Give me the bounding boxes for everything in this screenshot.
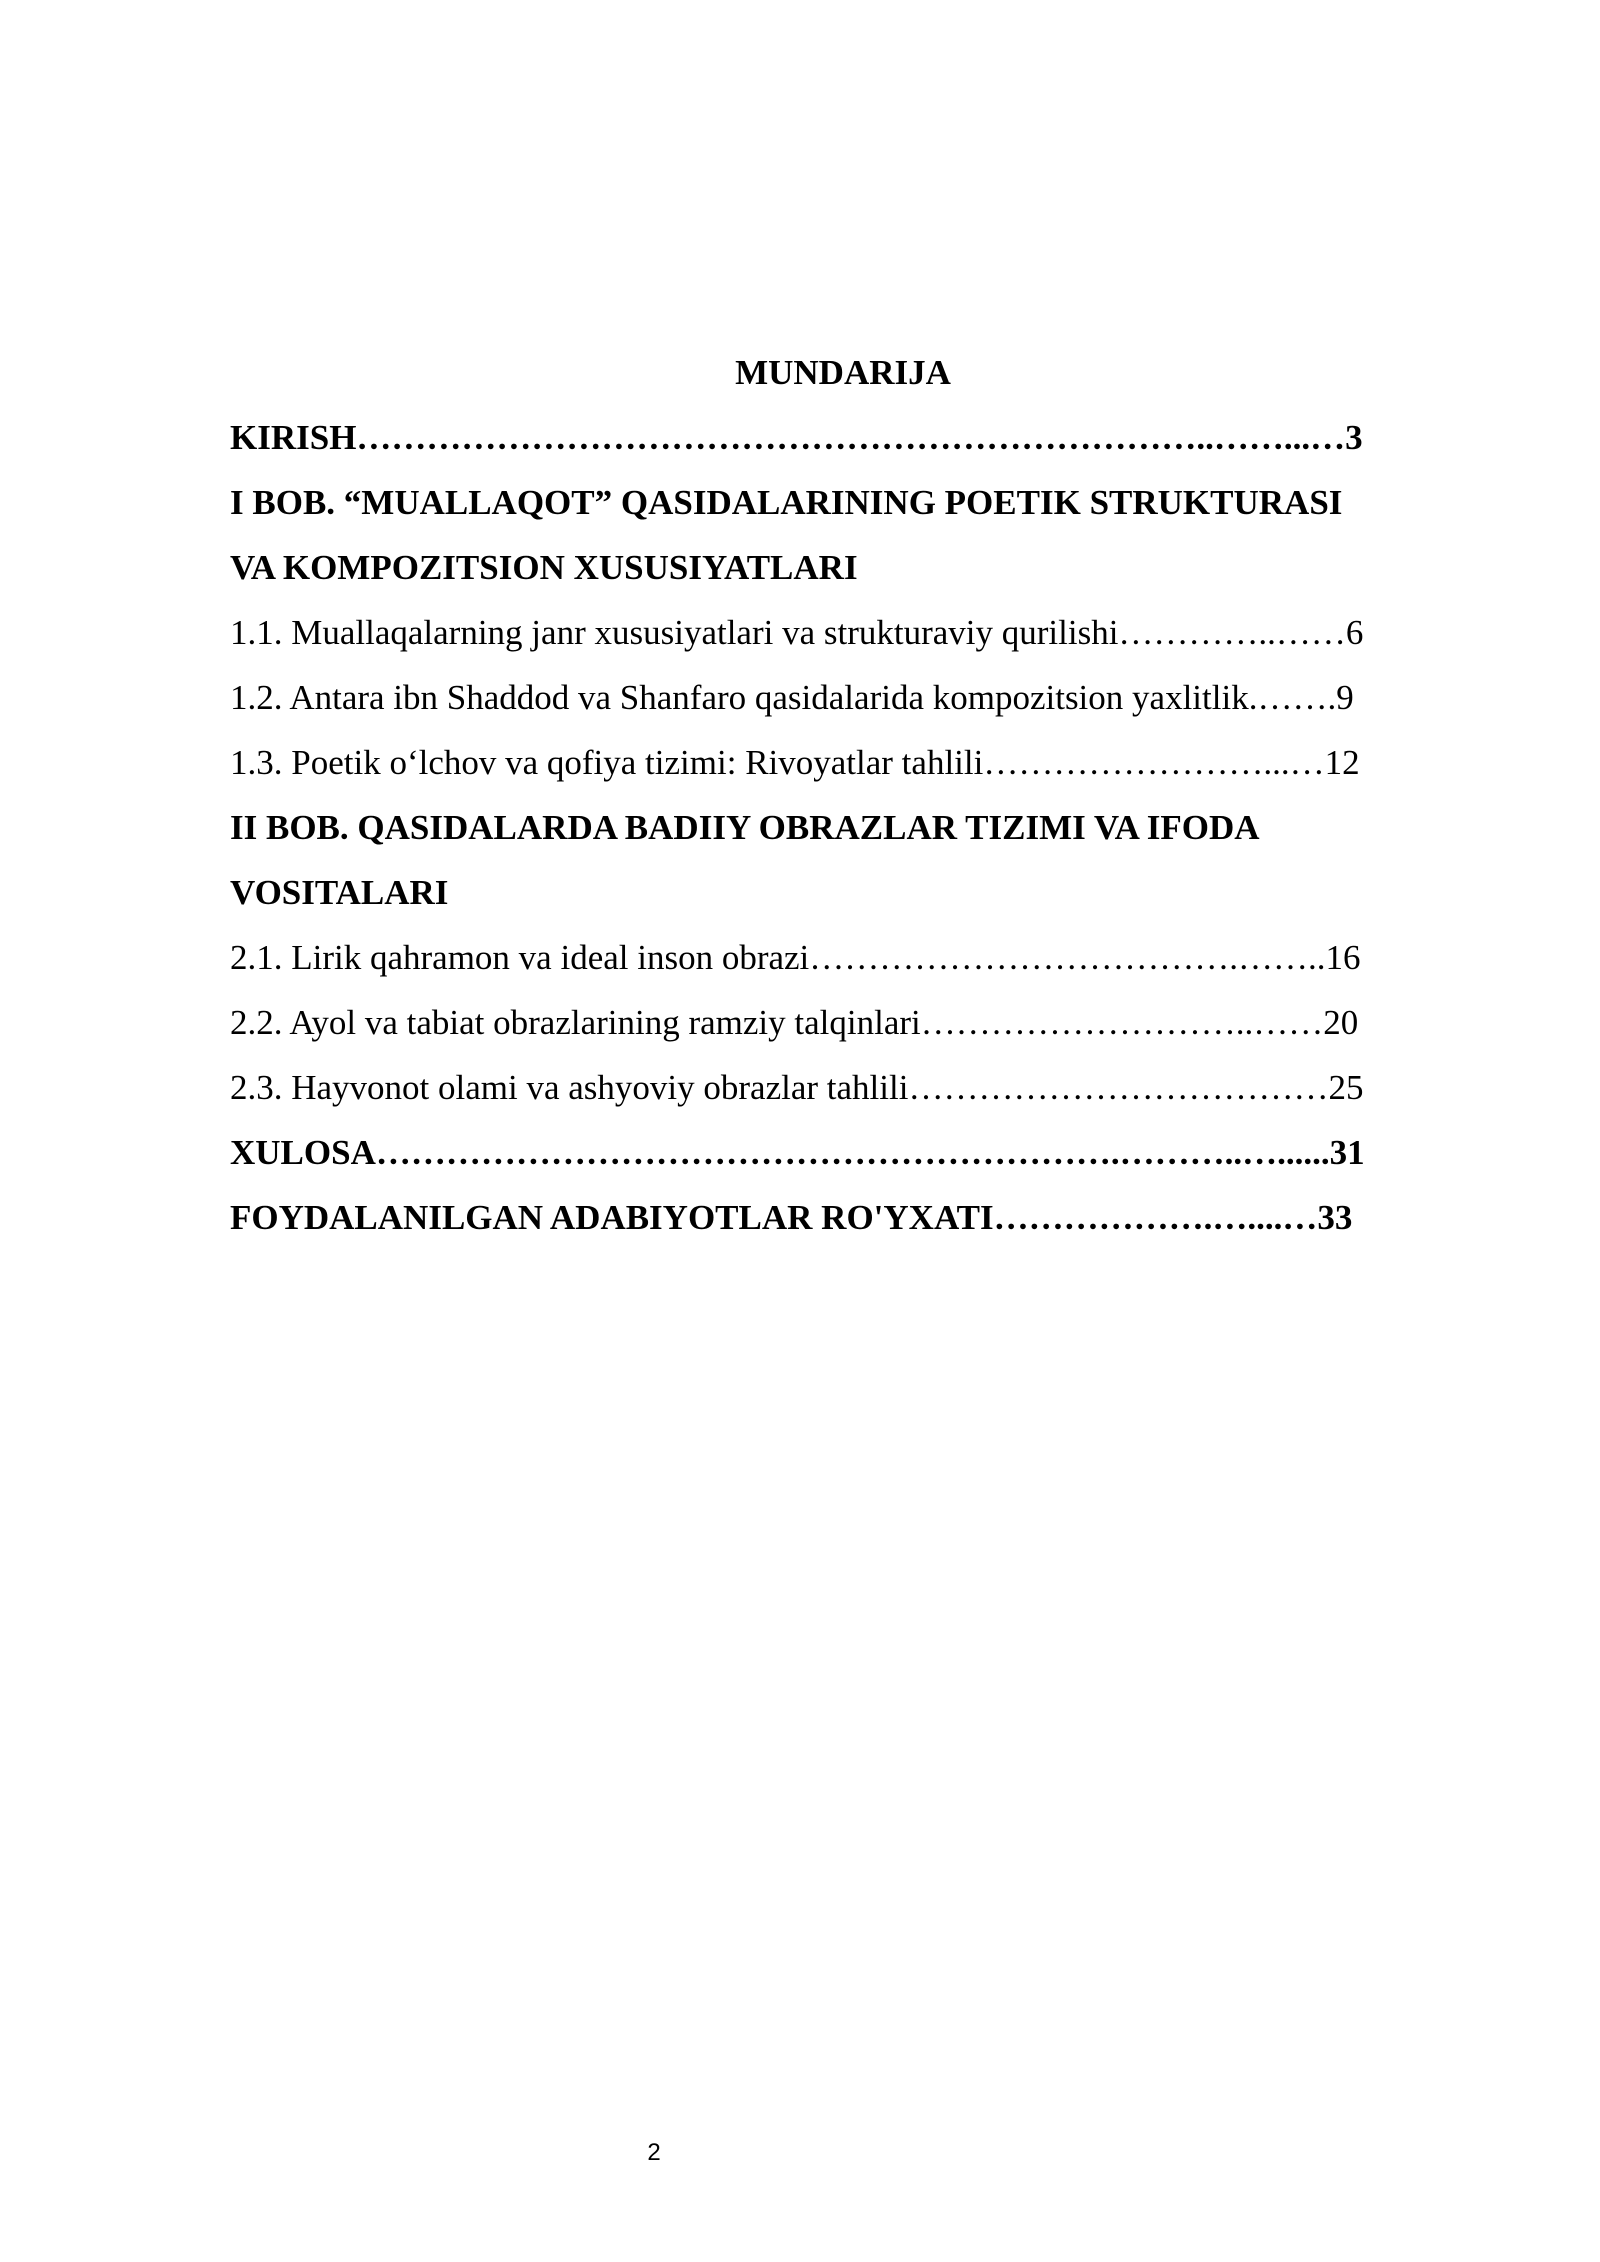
toc-chapter-2-heading-continued: VOSITALARI — [230, 873, 449, 912]
toc-entry-xulosa: XULOSA……………………………………………………….………..…......31 — [230, 1133, 1365, 1172]
toc-chapter-1-heading: I BOB. “MUALLAQOT” QASIDALARINING POETIK STRUKTURASI — [230, 483, 1343, 522]
toc-entry-1-2: 1.2. Antara ibn Shaddod va Shanfaro qasidalarida kompozitsion yaxlitlik.…….9 — [230, 678, 1354, 717]
toc-entry-2-1: 2.1. Lirik qahramon va ideal inson obrazi……………………………….……..16 — [230, 938, 1361, 977]
toc-entry-kirish: KIRISH………………………………………………………………..……...…3 — [230, 418, 1363, 457]
toc-title: MUNDARIJA — [735, 353, 951, 392]
toc-entry-2-3: 2.3. Hayvonot olami va ashyoviy obrazlar tahlili………………………………25 — [230, 1068, 1364, 1107]
toc-entry-1-1: 1.1. Muallaqalarning janr xususiyatlari va strukturaviy qurilishi…………..……6 — [230, 613, 1364, 652]
toc-chapter-1-heading-continued: VA KOMPOZITSION XUSUSIYATLARI — [230, 548, 858, 587]
toc-chapter-2-heading: II BOB. QASIDALARDA BADIIY OBRAZLAR TIZIMI VA IFODA — [230, 808, 1260, 847]
table-of-contents — [230, 340, 1456, 1250]
toc-entry-1-3: 1.3. Poetik o‘lchov va qofiya tizimi: Rivoyatlar tahlili……………………...…12 — [230, 743, 1360, 782]
toc-entry-bibliography: FOYDALANILGAN ADABIYOTLAR RO'YXATI……………….…....…33 — [230, 1198, 1353, 1237]
page-number: 2 — [647, 2139, 661, 2166]
toc-entry-2-2: 2.2. Ayol va tabiat obrazlarining ramziy talqinlari………………………..……20 — [230, 1003, 1359, 1042]
